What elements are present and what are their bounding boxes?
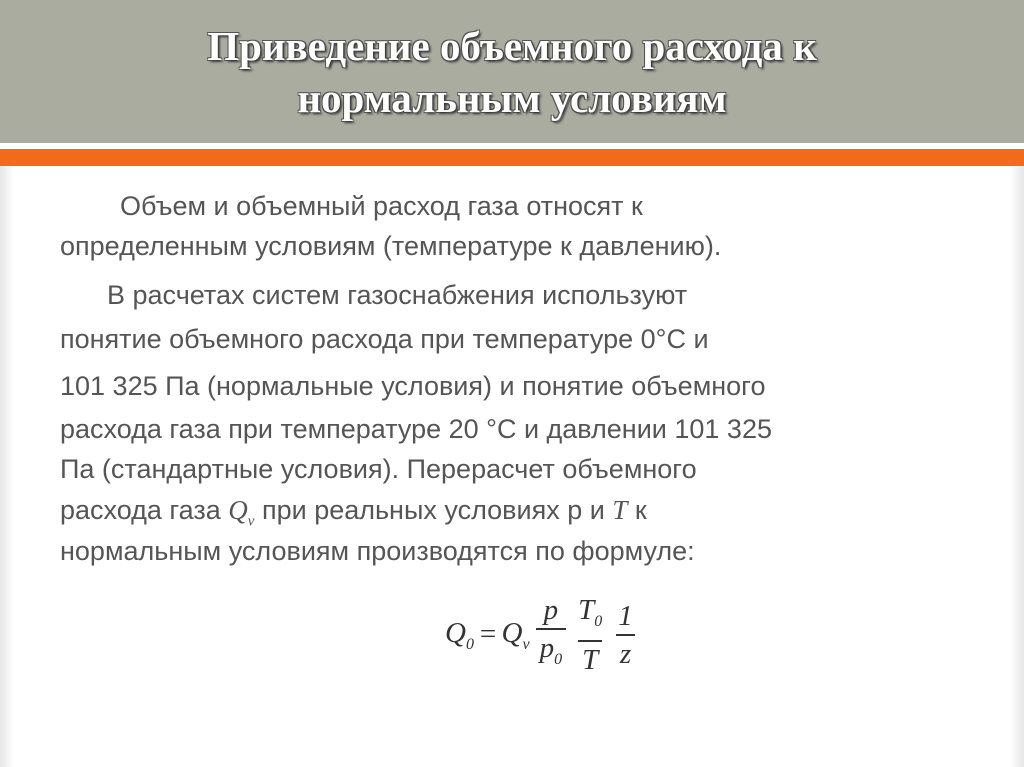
body-line-2: определенным условиям (температуре к давлению). [60,231,722,261]
flow-symbol [228,495,255,530]
body-line-3: В расчетах систем газоснабжения используют [107,280,688,310]
title-line-1: Приведение объемного расхода к [207,23,817,69]
body-line-8-middle: при реальных условиях р и [254,495,613,525]
left-edge-shadow [0,166,14,767]
body-line-6: расхода газа при температуре 20 °С и давлении 101 325 [60,414,772,444]
compressibility-fraction [614,600,637,670]
flow-letter: Q [228,495,248,525]
body-line-8 [60,494,647,537]
pressure-fraction [536,594,567,676]
compressibility-numerator: 1 [618,599,633,632]
body-line-8-start: расхода газа [60,495,229,525]
body-line-1: Объем и объемный расход газа относят к [120,191,643,221]
body-line-9: нормальным условиям производятся по формуле: [60,536,695,566]
temperature-numerator: $T_0$ [578,594,603,630]
accent-stripe [0,149,1024,166]
formula-equals: = [477,618,498,651]
body-line-8-end: к [627,495,647,525]
right-edge-shadow [1010,166,1024,767]
conversion-formula [443,594,641,676]
slide-title [0,20,1024,124]
body-line-4: понятие объемного расхода при температуре 0°С и [60,324,709,354]
body-line-7: Па (стандартные условия). Перерасчет объемного [60,454,697,484]
temperature-symbol: T [612,495,628,525]
temperature-fraction [574,594,606,676]
body-line-5: 101 325 Па (нормальные условия) и понятие объемного [60,371,766,401]
title-line-2: нормальным условиям [297,75,727,121]
compressibility-denominator: z [616,634,635,670]
formula-qv: $Q_v$ [501,616,530,653]
formula-lhs: $Q_0$ [445,616,474,653]
temperature-denominator: T [578,640,602,676]
pressure-numerator: p [543,594,559,626]
pressure-denominator: $p_0$ [536,628,567,676]
flow-subscript: v [247,513,255,530]
